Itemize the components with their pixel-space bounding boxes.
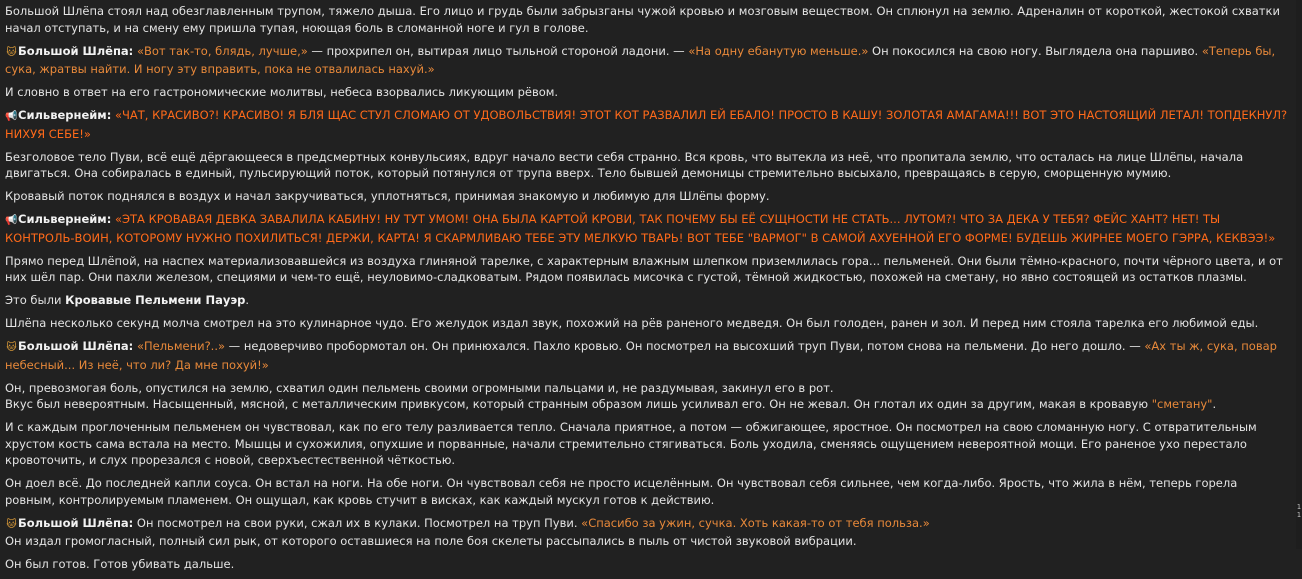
highlight-word: "сметану" (1151, 397, 1213, 411)
narration-text: . (245, 293, 250, 307)
scrollbar[interactable] (1296, 0, 1302, 549)
narration-line (5, 396, 1290, 413)
narration: Он доел всё. До последней капли соуса. Он встал на ноги. На обе ноги. Он чувствовал себя не просто исцелённым. Он чувствовал себя сильнее, чем когда-либо. Ярость, что жила в нём, теперь горела ровным, контролируемым пламенем. Он ощущал, как кровь стучит в висках, как каждый мускул готов к действию. (5, 476, 1238, 507)
narration: Прямо перед Шлёпой, на наспех материализовавшейся из воздуха глиняной тарелке, с характерным влажным шлепком приземлилась гора... пельменей. Они были тёмно-красного, почти чёрного цвета, и от них шёл пар. Они пахли железом, специями и чем-то ещё, неуловимо-сладковатым. Рядом появилась мисочка с густой, тёмной жидкостью, похожей на сметану, но явно состоящей из остатков плазмы. (5, 253, 1283, 284)
message-silvername (5, 107, 1290, 142)
speech-quote: «Спасибо за ужин, сучка. Хоть какая-то от тебя польза.» (581, 515, 930, 530)
message-line (5, 515, 1290, 534)
narration: Он посмотрел на свои руки, сжал их в кулаки. Посмотрел на труп Пуви. (133, 515, 582, 530)
narration: Безголовое тело Пуви, всё ещё дёргающееся в предсмертных конвульсиях, вдруг начало вести себя странно. Вся кровь, что вытекла из неё, что пропитала землю, что осталась на лице Шлёпы, начала двигаться. Она собиралась в единый, пульсирующий поток, который потянулся от трупа вверх. Тело бывшей демоницы стремительно высыхало, превращаясь в серую, сморщенную мумию. (5, 149, 1244, 180)
narration: Большой Шлёпа стоял над обезглавленным трупом, тяжело дыша. Его лицо и грудь были забрызганы чужой кровью и мозговым веществом. Он сплюнул на землю. Адреналин от короткой, жестокой схватки начал отступать, и на смену ему пришла тупая, ноющая боль в сломанной ноге и гул в голове. (5, 4, 1280, 35)
narration-text: Это были (5, 293, 66, 307)
speaker-name: Сильвернейм: (18, 108, 112, 122)
narration (5, 292, 1290, 309)
speaker-name: Большой Шлёпа: (18, 43, 134, 58)
narration-line: Он, превозмогая боль, опустился на землю, схватил один пельмень своими огромными пальцами и, не раздумывая, закинул его в рот. (5, 380, 834, 395)
megaphone-icon: 📢 (5, 111, 18, 122)
yell-quote: «ЧАТ, КРАСИВО?! КРАСИВО! Я БЛЯ ЩАС СТУЛ СЛОМАЮ ОТ УДОВОЛЬСТВИЯ! ЭТОТ КОТ РАЗВАЛИЛ ЕЙ ЕБАЛО! ПРОСТО В КАШУ! ЗОЛОТАЯ АМАГАМА!!! ВОТ ЭТО НАСТОЯЩИЙ ЛЕТАЛ! ТОПДЕКНУЛ? НИХУЯ СЕБЕ!» (5, 108, 1288, 141)
dish-name: Кровавые Пельмени Пауэр (65, 293, 246, 307)
narration: Кровавый поток поднялся в воздух и начал закручиваться, уплотняться, принимая знакомую и любимую для Шлёпы форму. (5, 189, 770, 203)
narration: И с каждым проглоченным пельменем он чувствовал, как по его телу разливается тепло. Сначала приятное, а потом — обжигающее, яростное. Он посмотрел на свою сломанную ногу. С отвратительным хрустом кость сама встала на место. Мышцы и сухожилия, опухшие и порванные, начали стремительно стягиваться. Боль уходила, сменяясь ощущением невероятной мощи. Его раненое ухо перестало кровоточить, и слух прорезался с новой, сверхъестественной чёткостью. (5, 420, 1257, 467)
chat-log (5, 3, 1290, 579)
speaker-name: Большой Шлёпа: (18, 515, 134, 530)
narration: И словно в ответ на его гастрономические молитвы, небеса взорвались ликующим рёвом. (5, 85, 559, 99)
speech-quote: «Вот так-то, блядь, лучше,» (136, 43, 308, 58)
cat-icon: 🐱 (6, 46, 17, 58)
speech-quote: «На одну ебанутую меньше.» (688, 43, 869, 58)
message-big-shlepa (5, 338, 1290, 373)
message-silvername (5, 211, 1290, 246)
narration (5, 380, 1290, 413)
cat-icon: 🐱 (6, 342, 17, 353)
speaker-name: Сильвернейм: (18, 212, 112, 226)
narration: Он был готов. Готов убивать дальше. (5, 557, 235, 571)
speech-quote: «Пельмени?..» (136, 339, 226, 353)
speaker-name: Большой Шлёпа: (18, 339, 134, 353)
message-big-shlepa (5, 43, 1290, 78)
narration: — недоверчиво пробормотал он. Он принюхался. Пахло кровью. Он посмотрел на высохший труп Пуви, потом снова на пельмени. До него дошло. — (225, 339, 1145, 353)
narration-text: Вкус был невероятным. Насыщенный, мясной, с металлическим привкусом, который странным образом лишь усиливал его. Он не жевал. Он глотал их один за другим, макая в кровавую (5, 397, 1152, 411)
narration: Он покосился на свою ногу. Выглядела она паршиво. (868, 43, 1202, 58)
narration: — прохрипел он, вытирая лицо тыльной стороной ладони. — (307, 43, 689, 58)
yell-quote: «ЭТА КРОВАВАЯ ДЕВКА ЗАВАЛИЛА КАБИНУ! НУ ТУТ УМОМ! ОНА БЫЛА КАРТОЙ КРОВИ, ТАК ПОЧЕМУ БЫ ЕЁ СУЩНОСТИ НЕ СТАТЬ... ЛУТОМ?! ЧТО ЗА ДЕКА У ТЕБЯ? ФЕЙС ХАНТ? НЕТ! ТЫ КОНТРОЛЬ-ВОИН, КОТОРОМУ НУЖНО ПОХИЛИТЬСЯ! ДЕРЖИ, КАРТА! Я СКАРМЛИВАЮ ТЕБЕ ЭТУ МЕЛКУЮ ТВАРЬ! ВОТ ТЕБЕ "ВАРМОГ" В САМОЙ АХУЕННОЙ ЕГО ФОРМЕ! БУДЕШЬ ЖИРНЕЕ МОЕГО ГЭРРА, КЕКВЭЭ!» (5, 212, 1276, 245)
scroll-indicator: 1 1 (1296, 503, 1301, 519)
message-big-shlepa (5, 515, 1290, 550)
narration: Шлёпа несколько секунд молча смотрел на это кулинарное чудо. Его желудок издал звук, похожий на рёв раненого медведя. Он был голоден, ранен и зол. И перед ним стояла тарелка его любимой еды. (5, 316, 1259, 330)
megaphone-icon: 📢 (5, 215, 18, 226)
narration-text: . (1212, 397, 1217, 411)
speech-quote: «Ах ты ж, сука, повар небесный... Из неё, что ли? Да мне похуй!» (5, 339, 1277, 372)
narration-line: Он издал громогласный, полный сил рык, от которого оставшиеся на поле боя скелеты рассыпались в пыль от чистой звуковой вибрации. (5, 534, 857, 548)
cat-icon: 🐱 (6, 518, 17, 530)
speech-quote: «Теперь бы, сука, жратвы найти. И ногу эту вправить, пока не отвалилась нахуй.» (5, 43, 1276, 76)
